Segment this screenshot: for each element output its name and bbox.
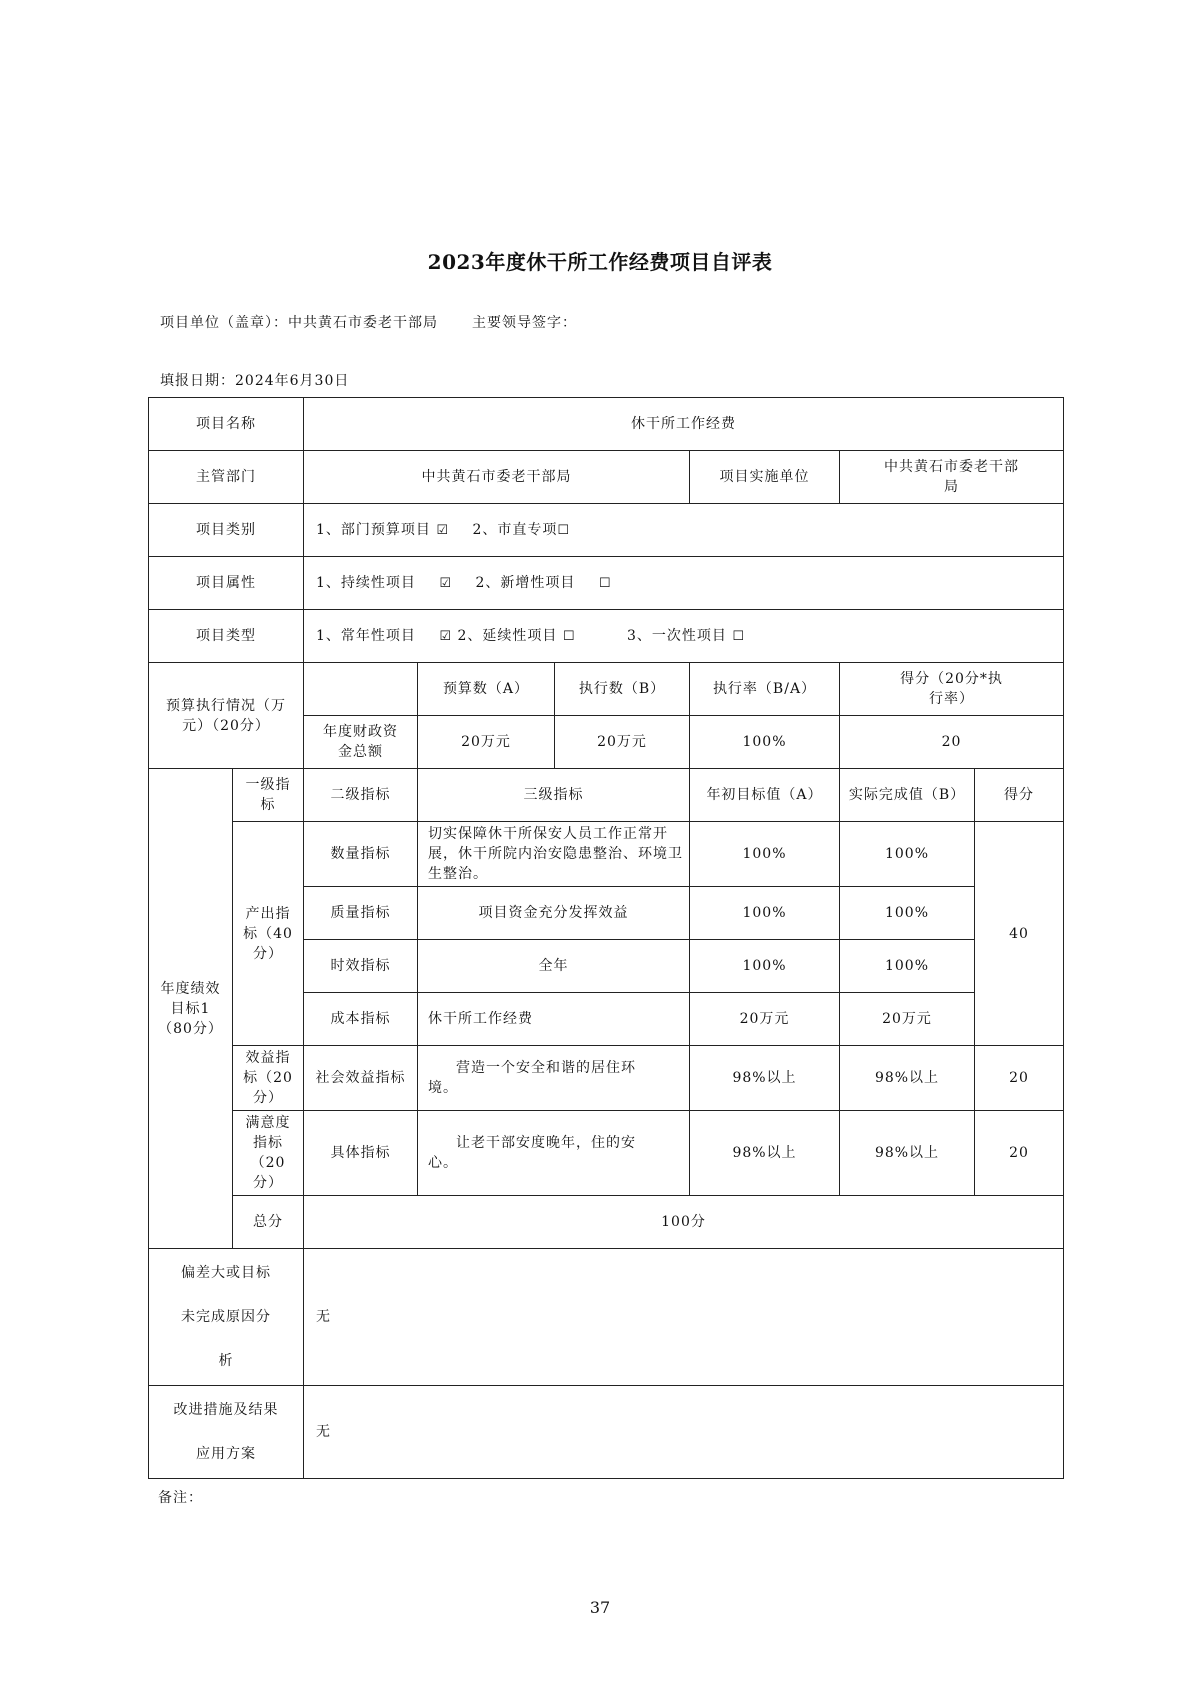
output-level2: 成本指标 bbox=[304, 993, 418, 1046]
dept-value: 中共黄石市委老干部局 bbox=[304, 451, 690, 504]
output-level3: 休干所工作经费 bbox=[418, 993, 690, 1046]
checkbox-checked-icon: ☑ bbox=[436, 522, 450, 538]
output-target: 100% bbox=[690, 940, 840, 993]
benefit-level2: 社会效益指标 bbox=[304, 1046, 418, 1111]
output-level3: 全年 bbox=[418, 940, 690, 993]
satisfaction-label: 满意度指标（20分） bbox=[233, 1111, 304, 1196]
improve-value: 无 bbox=[304, 1386, 1064, 1479]
row-project-name bbox=[149, 398, 1064, 451]
attribute-option-2: 2、新增性项目 bbox=[475, 574, 576, 591]
type-option-3: 3、一次性项目 bbox=[626, 627, 727, 644]
satisfaction-level2: 具体指标 bbox=[304, 1111, 418, 1196]
row-category bbox=[149, 504, 1064, 557]
budget-header-a: 预算数（A） bbox=[418, 663, 555, 716]
satisfaction-score: 20 bbox=[975, 1111, 1064, 1196]
deviation-label: 偏差大或目标未完成原因分析 bbox=[149, 1249, 304, 1386]
budget-header-score: 得分（20分*执行率） bbox=[840, 663, 1064, 716]
checkbox-checked-icon: ☑ bbox=[439, 628, 453, 644]
attribute-option-1: 1、持续性项目 bbox=[316, 574, 416, 591]
perf-header-actual: 实际完成值（B） bbox=[840, 769, 975, 822]
satisfaction-level3: 让老干部安度晚年，住的安心。 bbox=[418, 1111, 690, 1196]
budget-value-rate: 100% bbox=[690, 716, 840, 769]
perf-header-level2: 二级指标 bbox=[304, 769, 418, 822]
type-label: 项目类型 bbox=[149, 610, 304, 663]
benefit-label: 效益指标（20分） bbox=[233, 1046, 304, 1111]
budget-value-a: 20万元 bbox=[418, 716, 555, 769]
project-name-label: 项目名称 bbox=[149, 398, 304, 451]
improve-label: 改进措施及结果应用方案 bbox=[149, 1386, 304, 1479]
impl-label: 项目实施单位 bbox=[690, 451, 840, 504]
budget-value-b: 20万元 bbox=[555, 716, 690, 769]
row-benefit bbox=[149, 1046, 1064, 1111]
output-target: 20万元 bbox=[690, 993, 840, 1046]
page-title: 2023年度休干所工作经费项目自评表 bbox=[427, 250, 773, 274]
date-label: 填报日期：2024年6月30日 bbox=[160, 373, 350, 389]
attribute-options bbox=[304, 557, 1064, 610]
note-label: 备注： bbox=[158, 1490, 203, 1506]
total-value: 100分 bbox=[304, 1196, 1064, 1249]
perf-header-level3: 三级指标 bbox=[418, 769, 690, 822]
satisfaction-target: 98%以上 bbox=[690, 1111, 840, 1196]
checkbox-unchecked-icon: ☐ bbox=[562, 628, 576, 644]
type-options bbox=[304, 610, 1064, 663]
category-option-1: 1、部门预算项目 bbox=[316, 521, 431, 538]
deviation-value: 无 bbox=[304, 1249, 1064, 1386]
checkbox-unchecked-icon: ☐ bbox=[557, 522, 571, 538]
budget-row-label: 年度财政资金总额 bbox=[304, 716, 418, 769]
type-option-1: 1、常年性项目 bbox=[316, 627, 416, 644]
output-actual: 100% bbox=[840, 887, 975, 940]
output-target: 100% bbox=[690, 887, 840, 940]
row-output-quantity bbox=[149, 822, 1064, 887]
benefit-level3: 营造一个安全和谐的居住环境。 bbox=[418, 1046, 690, 1111]
benefit-actual: 98%以上 bbox=[840, 1046, 975, 1111]
output-actual: 100% bbox=[840, 940, 975, 993]
output-score: 40 bbox=[975, 822, 1064, 1046]
project-name-value: 休干所工作经费 bbox=[304, 398, 1064, 451]
output-level3: 项目资金充分发挥效益 bbox=[418, 887, 690, 940]
page-number: 37 bbox=[589, 1598, 611, 1617]
row-deviation bbox=[149, 1249, 1064, 1386]
perf-label: 年度绩效目标1（80分） bbox=[149, 769, 233, 1249]
satisfaction-actual: 98%以上 bbox=[840, 1111, 975, 1196]
row-perf-header bbox=[149, 769, 1064, 822]
impl-value: 中共黄石市委老干部局 bbox=[840, 451, 1064, 504]
perf-header-level1: 一级指标 bbox=[233, 769, 304, 822]
evaluation-table bbox=[148, 397, 1064, 1479]
total-label: 总分 bbox=[233, 1196, 304, 1249]
budget-header-rate: 执行率（B/A） bbox=[690, 663, 840, 716]
type-option-2: 2、延续性项目 bbox=[457, 627, 558, 644]
budget-header-b: 执行数（B） bbox=[555, 663, 690, 716]
budget-label: 预算执行情况（万元）（20分） bbox=[149, 663, 304, 769]
dept-label: 主管部门 bbox=[149, 451, 304, 504]
header-line bbox=[160, 312, 577, 332]
row-department bbox=[149, 451, 1064, 504]
output-actual: 20万元 bbox=[840, 993, 975, 1046]
category-option-2: 2、市直专项 bbox=[472, 521, 558, 538]
row-budget-header bbox=[149, 663, 1064, 716]
attribute-label: 项目属性 bbox=[149, 557, 304, 610]
budget-empty-cell bbox=[304, 663, 418, 716]
output-level2: 数量指标 bbox=[304, 822, 418, 887]
output-actual: 100% bbox=[840, 822, 975, 887]
perf-header-score: 得分 bbox=[975, 769, 1064, 822]
output-level2: 时效指标 bbox=[304, 940, 418, 993]
checkbox-checked-icon: ☑ bbox=[439, 575, 453, 591]
perf-header-target: 年初目标值（A） bbox=[690, 769, 840, 822]
row-improvement bbox=[149, 1386, 1064, 1479]
benefit-target: 98%以上 bbox=[690, 1046, 840, 1111]
output-target: 100% bbox=[690, 822, 840, 887]
output-label: 产出指标（40分） bbox=[233, 822, 304, 1046]
unit-label: 项目单位（盖章）：中共黄石市委老干部局 bbox=[160, 315, 438, 331]
benefit-score: 20 bbox=[975, 1046, 1064, 1111]
output-level3: 切实保障休干所保安人员工作正常开展，休干所院内治安隐患整治、环境卫生整治。 bbox=[418, 822, 690, 887]
category-options bbox=[304, 504, 1064, 557]
category-label: 项目类别 bbox=[149, 504, 304, 557]
row-satisfaction bbox=[149, 1111, 1064, 1196]
row-type bbox=[149, 610, 1064, 663]
output-level2: 质量指标 bbox=[304, 887, 418, 940]
checkbox-unchecked-icon: ☐ bbox=[598, 575, 612, 591]
leader-signature-label: 主要领导签字： bbox=[472, 315, 577, 331]
budget-value-score: 20 bbox=[840, 716, 1064, 769]
checkbox-unchecked-icon: ☐ bbox=[732, 628, 745, 644]
row-attribute bbox=[149, 557, 1064, 610]
row-total bbox=[149, 1196, 1064, 1249]
